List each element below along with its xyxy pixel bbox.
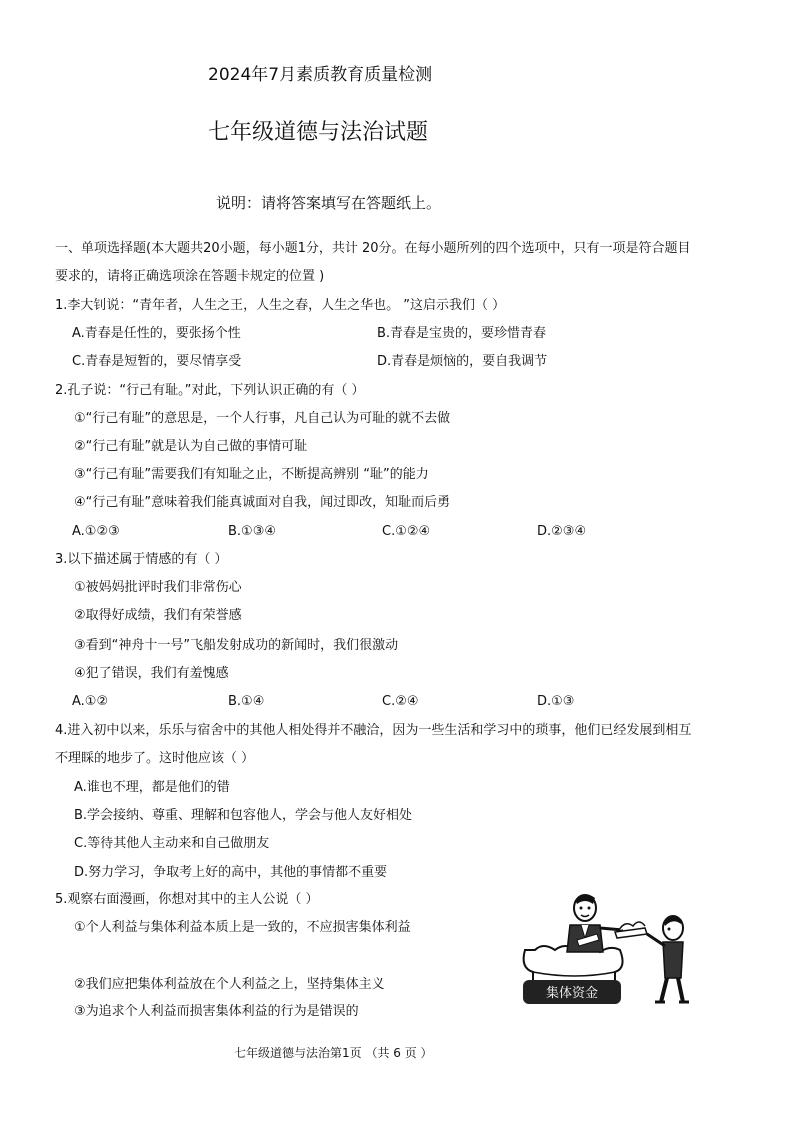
question-4-stem-line2: 不理睬的地步了。这时他应该（ ）	[55, 751, 255, 766]
section-instruction-line1: 一、单项选择题(本大题共20小题，每小题1分，共计 20分。在每小题所列的四个选项中，只有一项是符合题目	[55, 241, 691, 256]
section-instruction-line2: 要求的，请将正确选项涂在答题卡规定的位置 )	[55, 269, 325, 284]
q3-statement-4: ④犯了错误，我们有羞愧感	[74, 666, 229, 681]
q2-statement-1: ①“行己有耻”的意思是，一个人行事，凡自己认为可耻的就不去做	[74, 411, 451, 426]
cartoon-illustration	[515, 890, 695, 1010]
q2-statement-4: ④“行己有耻”意味着我们能真诚面对自我，闻过即改，知耻而后勇	[74, 495, 451, 510]
q1-option-a: A.青春是任性的，要张扬个性	[72, 326, 241, 341]
q2-option-b: B.①③④	[228, 524, 277, 539]
subject-title: 七年级道德与法治试题	[208, 120, 429, 145]
q5-statement-3: ③为追求个人利益而损害集体利益的行为是错误的	[74, 1004, 359, 1019]
q4-option-a: A.谁也不理，都是他们的错	[74, 780, 230, 795]
q5-statement-1: ①个人利益与集体利益本质上是一致的，不应损害集体利益	[74, 920, 411, 935]
q3-option-a: A.①②	[72, 694, 109, 709]
question-3-stem: 3.以下描述属于情感的有（ ）	[55, 552, 228, 567]
q3-statement-3: ③看到“神舟十一号”飞船发射成功的新闻时，我们很激动	[74, 638, 399, 653]
q2-option-d: D.②③④	[537, 524, 587, 539]
q4-option-d: D.努力学习，争取考上好的高中，其他的事情都不重要	[74, 865, 388, 880]
q1-option-c: C.青春是短暂的，要尽情享受	[72, 354, 242, 369]
q3-option-b: B.①④	[228, 694, 265, 709]
q3-statement-1: ①被妈妈批评时我们非常伤心	[74, 580, 242, 595]
cartoon-caption: 集体资金	[545, 986, 599, 1001]
question-1-stem: 1.李大钊说：“青年者，人生之王，人生之春，人生之华也。 ”这启示我们（ ）	[55, 298, 506, 313]
question-4-stem-line1: 4.进入初中以来，乐乐与宿舍中的其他人相处得并不融洽，因为一些生活和学习中的琐事，他们已经发展到相互	[55, 723, 692, 738]
q3-option-d: D.①③	[537, 694, 575, 709]
q1-option-b: B.青春是宝贵的，要珍惜青春	[377, 326, 547, 341]
q4-option-c: C.等待其他人主动来和自己做朋友	[74, 836, 270, 851]
question-2-stem: 2.孔子说：“行己有耻。”对此，下列认识正确的有（ ）	[55, 383, 365, 398]
q2-option-a: A.①②③	[72, 524, 120, 539]
q3-statement-2: ②取得好成绩，我们有荣誉感	[74, 608, 242, 623]
instruction-note: 说明：请将答案填写在答题纸上。	[216, 194, 442, 212]
exam-title: 2024年7月素质教育质量检测	[208, 65, 433, 85]
q4-option-b: B.学会接纳、尊重、理解和包容他人，学会与他人友好相处	[74, 808, 413, 823]
q2-statement-2: ②“行己有耻”就是认为自己做的事情可耻	[74, 439, 308, 454]
q5-statement-2: ②我们应把集体利益放在个人利益之上，坚持集体主义	[74, 977, 385, 992]
page-footer: 七年级道德与法治第1页 （共 6 页 ）	[234, 1046, 433, 1060]
q3-option-c: C.②④	[382, 694, 419, 709]
question-5-stem: 5.观察右面漫画，你想对其中的主人公说（ ）	[55, 892, 319, 907]
q2-statement-3: ③“行己有耻”需要我们有知耻之止，不断提高辨别 “耻”的能力	[74, 467, 429, 482]
q1-option-d: D.青春是烦恼的，要自我调节	[377, 354, 548, 369]
q2-option-c: C.①②④	[382, 524, 431, 539]
